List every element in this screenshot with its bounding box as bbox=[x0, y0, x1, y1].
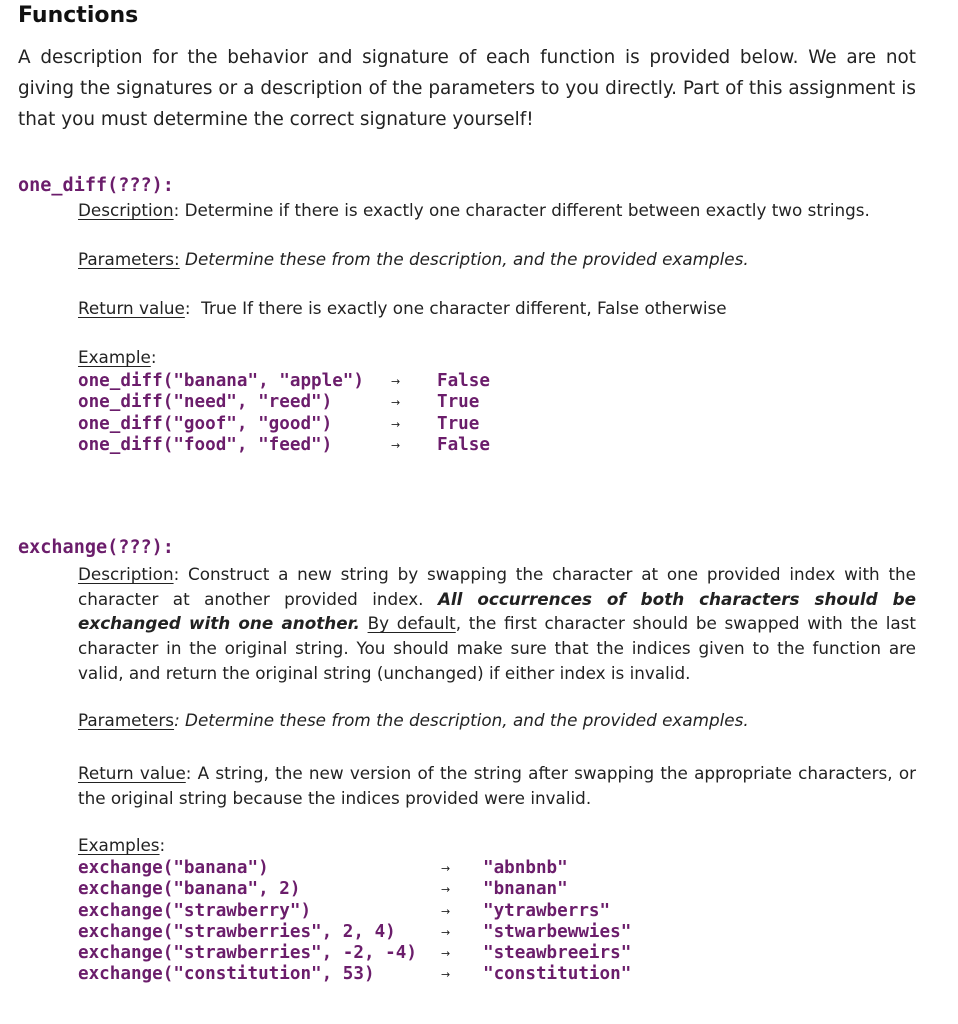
parameters-text: Determine these from the description, and the provided examples. bbox=[179, 249, 749, 269]
one-diff-example-heading bbox=[78, 347, 156, 367]
one-diff-description bbox=[78, 200, 870, 220]
arrow-icon: → bbox=[391, 396, 401, 410]
examples-label: Examples bbox=[78, 835, 160, 855]
page-title: Functions bbox=[18, 3, 139, 28]
arrow-icon: → bbox=[441, 925, 451, 939]
arrow-icon: → bbox=[441, 862, 451, 875]
return-text: : True If there is exactly one character different, False otherwise bbox=[184, 298, 727, 318]
exchange-signature: exchange(???): bbox=[18, 537, 174, 558]
exchange-return bbox=[78, 761, 916, 810]
example-label: Example bbox=[78, 347, 151, 367]
description-label: Description bbox=[78, 564, 174, 584]
example-result: "stwarbewwies" bbox=[483, 921, 632, 942]
example-call: one_diff("food", "feed") bbox=[78, 434, 333, 455]
one-diff-signature: one_diff(???): bbox=[18, 175, 174, 196]
example-colon: : bbox=[150, 347, 157, 367]
return-label: Return value bbox=[78, 763, 186, 783]
parameters-text: : Determine these from the description, and the provided examples. bbox=[174, 710, 749, 730]
return-label: Return value bbox=[78, 298, 185, 318]
description-text-part2: , the first character should be swapped with the last character in the original string. You should make sure that the indices given to the function are valid, and return the original string (unchanged) if either index is invalid. bbox=[78, 613, 916, 683]
example-result: "ytrawberrs" bbox=[483, 900, 611, 921]
arrow-icon: → bbox=[441, 968, 451, 982]
one-diff-parameters bbox=[78, 249, 749, 269]
return-text: : A string, the new version of the string after swapping the appropriate characters, or the original string because the indices provided were invalid. bbox=[78, 763, 916, 808]
example-result: True bbox=[437, 392, 480, 413]
example-call: exchange("strawberries", 2, 4) bbox=[78, 921, 396, 942]
example-result: "abnbnb" bbox=[483, 858, 568, 878]
example-call: one_diff("goof", "good") bbox=[78, 413, 333, 434]
example-call: exchange("banana", 2) bbox=[78, 879, 301, 900]
arrow-icon: → bbox=[441, 904, 451, 918]
exchange-parameters bbox=[78, 710, 749, 730]
arrow-icon: → bbox=[391, 417, 401, 431]
example-call: exchange("strawberry") bbox=[78, 900, 312, 921]
example-call: one_diff("banana", "apple") bbox=[78, 371, 364, 391]
arrow-icon: → bbox=[441, 883, 451, 897]
arrow-icon: → bbox=[441, 947, 451, 961]
example-call: exchange("banana") bbox=[78, 858, 269, 878]
arrow-icon: → bbox=[391, 375, 401, 388]
example-result: "bnanan" bbox=[483, 879, 568, 900]
example-result: False bbox=[437, 434, 490, 455]
example-call: exchange("constitution", 53) bbox=[78, 964, 375, 985]
intro-paragraph: A description for the behavior and signature of each function is provided below. We are not giving the signatures or a description of the parameters to you directly. Part of this assignment is that you must determine the correct signature yourself! bbox=[18, 47, 916, 130]
example-result: "constitution" bbox=[483, 964, 632, 985]
example-call: one_diff("need", "reed") bbox=[78, 392, 333, 413]
parameters-label: Parameters: bbox=[78, 249, 180, 269]
exchange-description bbox=[78, 562, 916, 686]
description-text-part1: : Construct a new string by swapping the character at one provided index with the character at another provided index. bbox=[78, 564, 916, 609]
example-result: False bbox=[437, 371, 490, 391]
parameters-label: Parameters bbox=[78, 710, 175, 730]
description-default: By default bbox=[367, 613, 456, 634]
one-diff-return bbox=[78, 298, 727, 318]
description-emphasis: All occurrences of both characters should be exchanged with one another. bbox=[78, 588, 916, 634]
example-call: exchange("strawberries", -2, -4) bbox=[78, 943, 417, 964]
description-label: Description bbox=[78, 200, 174, 220]
exchange-examples-heading bbox=[78, 835, 165, 855]
description-text: : Determine if there is exactly one character different between exactly two strings. bbox=[173, 200, 870, 220]
examples-colon: : bbox=[159, 835, 166, 855]
example-result: True bbox=[437, 413, 480, 434]
example-result: "steawbreeirs" bbox=[483, 943, 632, 964]
arrow-icon: → bbox=[391, 438, 401, 452]
